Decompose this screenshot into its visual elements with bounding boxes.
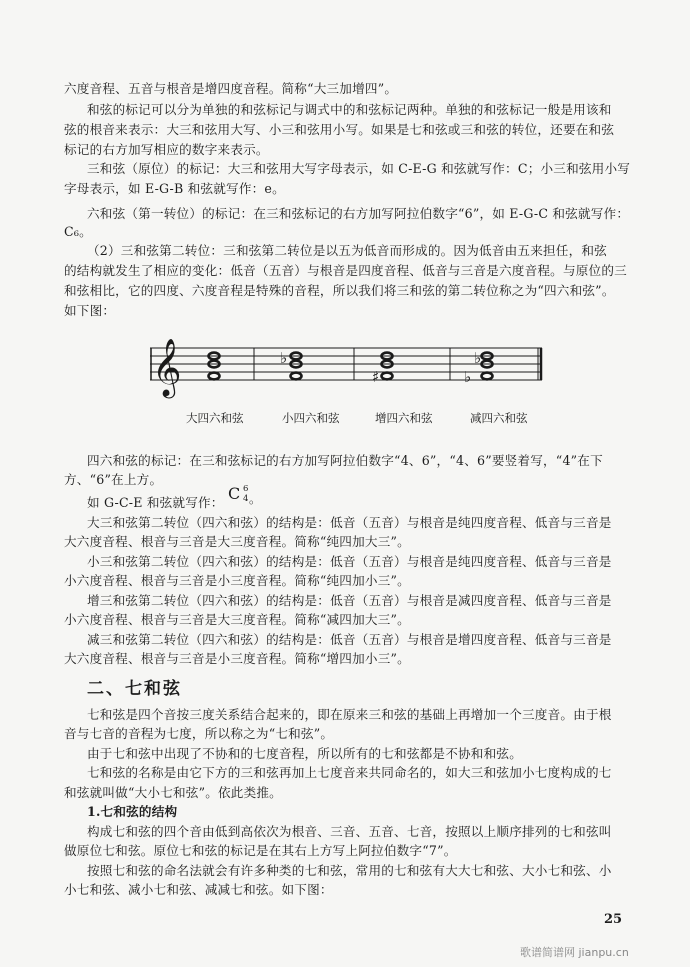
text-line: 按照七和弦的命名法就会有许多种类的七和弦，常用的七和弦有大大七和弦、大小七和弦、小 [87, 863, 612, 878]
text-line: 增三和弦第二转位（四六和弦）的结构是：低音（五音）与根音是减四度音程、低音与三音是 [87, 593, 612, 608]
text-line: 和弦相比，它的四度、六度音程是特殊的音程，所以我们将三和弦的第二转位称之为“四六和弦”。 [64, 283, 615, 298]
text-line: 由于七和弦中出现了不协和的七度音程，所以所有的七和弦都是不协和和弦。 [87, 746, 522, 761]
flat-icon: ♭ [474, 349, 482, 367]
text-line: 小七和弦、减小七和弦、减减七和弦。如下图： [64, 882, 333, 897]
text-line: 减三和弦第二转位（四六和弦）的结构是：低音（五音）与根音是增四度音程、低音与三音是 [87, 632, 612, 647]
six-four-chords-staff [150, 336, 546, 402]
text-line: C₆。 [64, 224, 92, 239]
text-line: 七和弦的名称是由它下方的三和弦再加上七度音来共同命名的，如大三和弦加小七度构成的七 [87, 765, 612, 780]
text-line: 如下图： [64, 303, 116, 318]
flat-icon: ♭ [280, 349, 288, 367]
chord-caption: 小四六和弦 [282, 411, 340, 425]
treble-clef-icon: 𝄞 [152, 338, 182, 396]
text-line: 四六和弦的标记：在三和弦标记的右方加写阿拉伯数字“4、6”，“4、6”要竖着写，“4”在下 [87, 453, 603, 468]
chord-symbol-c64 [228, 484, 262, 506]
chord-letter: C [228, 484, 241, 503]
text-line: 三和弦（原位）的标记：大三和弦用大写字母表示，如 C-E-G 和弦就写作：C；小三和弦用小写 [87, 161, 630, 176]
text-line: 音与七音的音程为七度，所以称之为“七和弦”。 [64, 726, 334, 741]
subheading: 1.七和弦的结构 [87, 804, 178, 819]
text-line: 大六度音程、根音与三音是小三度音程。简称“增四加小三”。 [64, 651, 410, 666]
text-line: 大六度音程、根音与三音是大三度音程。简称“纯四加大三”。 [64, 534, 410, 549]
text-line: 字母表示，如 E-G-B 和弦就写作：e。 [64, 181, 285, 196]
section-heading: 二、七和弦 [87, 679, 182, 699]
text-line: （2）三和弦第二转位：三和弦第二转位是以五为低音而形成的。因为低音由五来担任，和弦 [87, 243, 607, 258]
text-line: 标记的右方加写相应的数字来表示。 [64, 142, 269, 157]
text-line: 和弦就叫做“大小七和弦”。依此类推。 [64, 785, 282, 800]
watermark: 歌谱简谱网 jianpu.cn [520, 946, 629, 959]
chord-caption: 减四六和弦 [470, 411, 528, 425]
text-line: 小六度音程、根音与三音是小三度音程。简称“纯四加小三”。 [64, 573, 410, 588]
chord-caption: 大四六和弦 [186, 411, 244, 425]
text-line: 六度音程、五音与根音是增四度音程。简称“大三加增四”。 [64, 81, 398, 96]
text-line: 如 G-C-E 和弦就写作： [87, 495, 224, 510]
text-line: 和弦的标记可以分为单独的和弦标记与调式中的和弦标记两种。单独的和弦标记一般是用该和 [87, 102, 612, 117]
text-line: 的结构就发生了相应的变化：低音（五音）与根音是四度音程、低音与三音是六度音程。与原位的三 [64, 263, 627, 278]
note [209, 373, 220, 380]
figure-four: 4 [243, 494, 249, 504]
text-line: 大三和弦第二转位（四六和弦）的结构是：低音（五音）与根音是纯四度音程、低音与三音是 [87, 515, 612, 530]
period: 。 [249, 492, 262, 506]
text-line: 小三和弦第二转位（四六和弦）的结构是：低音（五音）与根音是纯四度音程、低音与三音是 [87, 554, 612, 569]
text-line: 方、“6”在上方。 [64, 472, 163, 487]
sharp-icon: ♯ [372, 368, 380, 386]
text-line: 七和弦是四个音按三度关系结合起来的，即在原来三和弦的基础上再增加一个三度音。由于根 [87, 707, 612, 722]
text-line: 小六度音程、根音与三音是大三度音程。简称“减四加大三”。 [64, 612, 410, 627]
page-number: 25 [604, 912, 623, 927]
text-line: 六和弦（第一转位）的标记：在三和弦标记的右方加写阿拉伯数字“6”，如 E-G-C 和弦就写作： [87, 206, 630, 221]
text-line: 构成七和弦的四个音由低到高依次为根音、三音、五音、七音，按照以上顺序排列的七和弦叫 [87, 824, 612, 839]
flat-icon: ♭ [464, 368, 472, 386]
note [291, 373, 302, 380]
text-line: 做原位七和弦。原位七和弦的标记是在其右上方写上阿拉伯数字“7”。 [64, 843, 457, 858]
figure-six: 6 [243, 484, 249, 494]
chord-caption: 增四六和弦 [375, 411, 433, 425]
note [482, 373, 493, 380]
text-line: 弦的根音来表示：大三和弦用大写、小三和弦用小写。如果是七和弦或三和弦的转位，还要在和弦 [64, 122, 615, 137]
note [382, 373, 393, 380]
